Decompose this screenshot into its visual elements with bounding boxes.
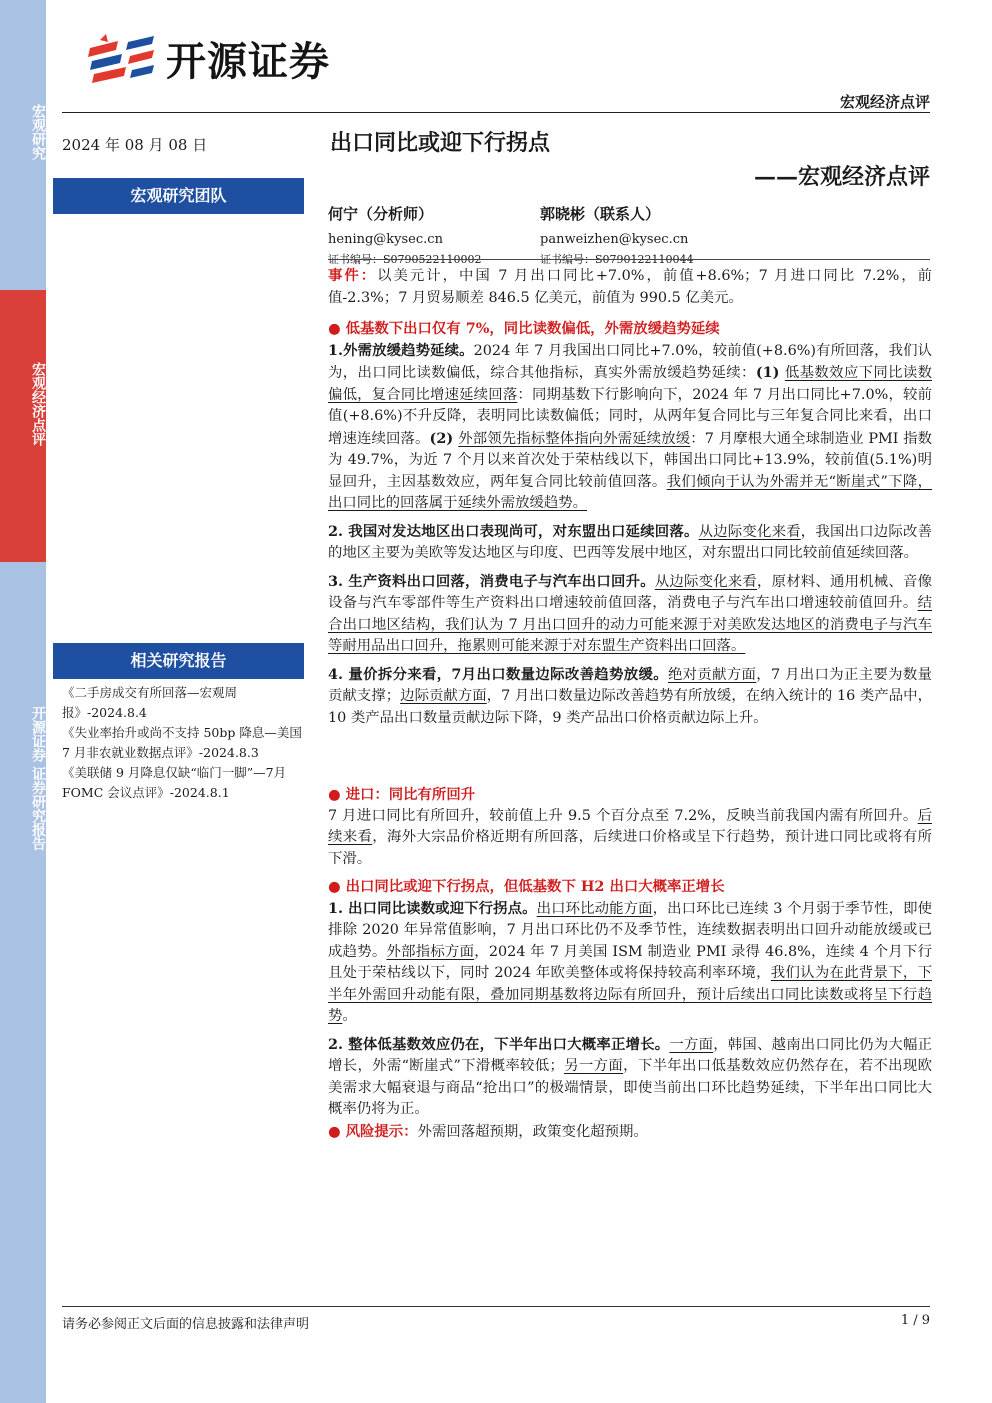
section-heading: ● 出口同比或迎下行拐点，但低基数下 H2 出口大概率正增长 bbox=[328, 876, 932, 898]
section-imports bbox=[328, 784, 932, 870]
author-card-2 bbox=[540, 203, 694, 267]
side-stripe bbox=[0, 0, 46, 1403]
paragraph: 4. 量价拆分来看，7月出口数量边际改善趋势放缓。绝对贡献方面，7 月出口为正主要为数量贡献支撑；边际贡献方面，7 月出口数量边际改善趋势有所放缓，在纳入统计的 16 类产品中，10 类产品出口数量贡献边际下降，9 类产品出口价格贡献边际上升。 bbox=[328, 665, 932, 726]
section-outlook bbox=[328, 876, 932, 1143]
author-email: panweizhen@kysec.cn bbox=[540, 232, 689, 247]
section-heading: ● 低基数下出口仅有 7%，同比读数偏低，外需放缓趋势延续 bbox=[328, 318, 932, 340]
paragraph: 7 月进口同比有所回升，较前值上升 9.5 个百分点至 7.2%，反映当前我国内需有所回升。后续来看，海外大宗品价格近期有所回落，后续进口价格或呈下行趋势，预计进口同比或将有所下滑。 bbox=[328, 807, 932, 867]
related-report-item[interactable]: 《二手房成交有所回落—宏观周报》-2024.8.4 bbox=[62, 685, 238, 720]
event-block bbox=[328, 265, 932, 309]
side-label-top: 宏观研究 bbox=[30, 104, 46, 160]
author-cert: 证书编号：S0790122110044 bbox=[540, 253, 694, 266]
related-reports-label: 相关研究报告 bbox=[53, 643, 304, 679]
author-email: hening@kysec.cn bbox=[328, 232, 443, 247]
event-label: 事件： bbox=[328, 267, 378, 284]
author-card-1 bbox=[328, 203, 482, 267]
side-label-middle: 宏观经济点评 bbox=[30, 362, 46, 446]
section-exports bbox=[328, 318, 932, 729]
risk-label: 风险提示： bbox=[345, 1122, 418, 1140]
report-title: 出口同比或迎下行拐点 bbox=[330, 130, 551, 156]
related-report-item[interactable]: 《失业率抬升或尚不支持 50bp 降息—美国 7 月非农就业数据点评》-2024.8.3 bbox=[62, 725, 302, 760]
risk-text: 外需回落超预期，政策变化超预期。 bbox=[417, 1123, 648, 1140]
author-name: 郭晓彬（联系人） bbox=[540, 205, 661, 223]
author-name: 何宁（分析师） bbox=[328, 205, 434, 223]
side-label-bottom: 开源证券 证券研究报告 bbox=[30, 706, 46, 851]
risk-note: ● 风险提示：外需回落超预期，政策变化超预期。 bbox=[328, 1122, 648, 1140]
author-divider bbox=[328, 259, 930, 260]
paragraph: 1. 出口同比读数或迎下行拐点。出口环比动能方面，出口环比已连续 3 个月弱于季节性，即使排除 2020 年异常值影响，7 月出口环比仍不及季节性，连续数据表明出口回升动能放缓或已成趋势。外部指标方面，2024 年 7 月美国 ISM 制造业 PMI 录得 46.8%，连续 4 个月下行且处于荣枯线以下，同时 2024 年欧美整体或将保持较高利率环境，我们认为在此背景下，下半年外需回升动能有限，叠加同期基数将边际有所回升，预计后续出口同比读数或将呈下行趋势。 bbox=[328, 899, 932, 1024]
related-report-item[interactable]: 《美联储 9 月降息仅缺“临门一脚”—7月 FOMC 会议点评》-2024.8.1 bbox=[62, 765, 287, 800]
report-type-tag: 宏观经济点评 bbox=[839, 93, 930, 111]
event-text: 以美元计，中国 7 月出口同比+7.0%，前值+8.6%；7 月进口同比 7.2%，前值-2.3%；7 月贸易顺差 846.5 亿美元，前值为 990.5 亿美元。 bbox=[328, 268, 932, 306]
footer-divider bbox=[62, 1306, 930, 1307]
team-label: 宏观研究团队 bbox=[53, 178, 304, 214]
section-heading: ● 进口：同比有所回升 bbox=[328, 784, 932, 806]
brand-name: 开源证券 bbox=[166, 38, 330, 85]
footer-disclaimer: 请务必参阅正文后面的信息披露和法律声明 bbox=[62, 1317, 310, 1332]
paragraph: 2. 我国对发达地区出口表现尚可，对东盟出口延续回落。从边际变化来看，我国出口边际改善的地区主要为美欧等发达地区与印度、巴西等发展中地区，对东盟出口同比较前值延续回落。 bbox=[328, 522, 932, 561]
header-divider bbox=[62, 112, 930, 113]
related-reports-list bbox=[62, 683, 312, 803]
paragraph: 1.外需放缓趋势延续。2024 年 7 月我国出口同比+7.0%，较前值(+8.6%)有所回落，我们认为，出口同比读数偏低，综合其他指标，真实外需放缓趋势延续：(1) 低基数效应下同比读数偏低，复合同比增速延续回落：同期基数下行影响向下，2024 年 7 月出口同比+7.0%，较前值(+8.6%)不升反降，表明同比读数偏低；同时，从两年复合同比与三年复合同比来看，出口增速连续回落。(2) 外部领先指标整体指向外需延续放缓：7 月摩根大通全球制造业 PMI 指数为 49.7%，为近 7 个月以来首次处于荣枯线以下，韩国出口同比+13.9%，较前值(5.1%)明显回升，主因基数效应，两年复合同比较前值回落。我们倾向于认为外需并无“断崖式”下降，出口同比的回落属于延续外需放缓趋势。 bbox=[328, 341, 932, 511]
report-date: 2024 年 08 月 08 日 bbox=[62, 136, 208, 154]
paragraph: 2. 整体低基数效应仍在，下半年出口大概率正增长。一方面，韩国、越南出口同比仍为大幅正增长，外需“断崖式”下滑概率较低；另一方面，下半年出口低基数效应仍然存在，若不出现欧美需求大幅衰退与商品“抢出口”的极端情景，即使当前出口环比趋势延续，下半年出口同比大概率仍将为正。 bbox=[328, 1035, 932, 1117]
brand-logo bbox=[82, 30, 330, 86]
paragraph: 3. 生产资料出口回落，消费电子与汽车出口回升。从边际变化来看，原材料、通用机械、音像设备与汽车零部件等生产资料出口增速较前值回落，消费电子与汽车出口增速较前值回升。结合出口地区结构，我们认为 7 月出口回升的动力可能来源于对美欧发达地区的消费电子与汽车等耐用品出口回升，拖累则可能来源于对东盟生产资料出口回落。 bbox=[328, 572, 932, 654]
author-cert: 证书编号：S0790522110002 bbox=[328, 253, 482, 266]
report-subtitle: ——宏观经济点评 bbox=[753, 164, 930, 190]
page-number: 1 / 9 bbox=[900, 1313, 930, 1328]
brand-mark-icon bbox=[82, 32, 156, 84]
